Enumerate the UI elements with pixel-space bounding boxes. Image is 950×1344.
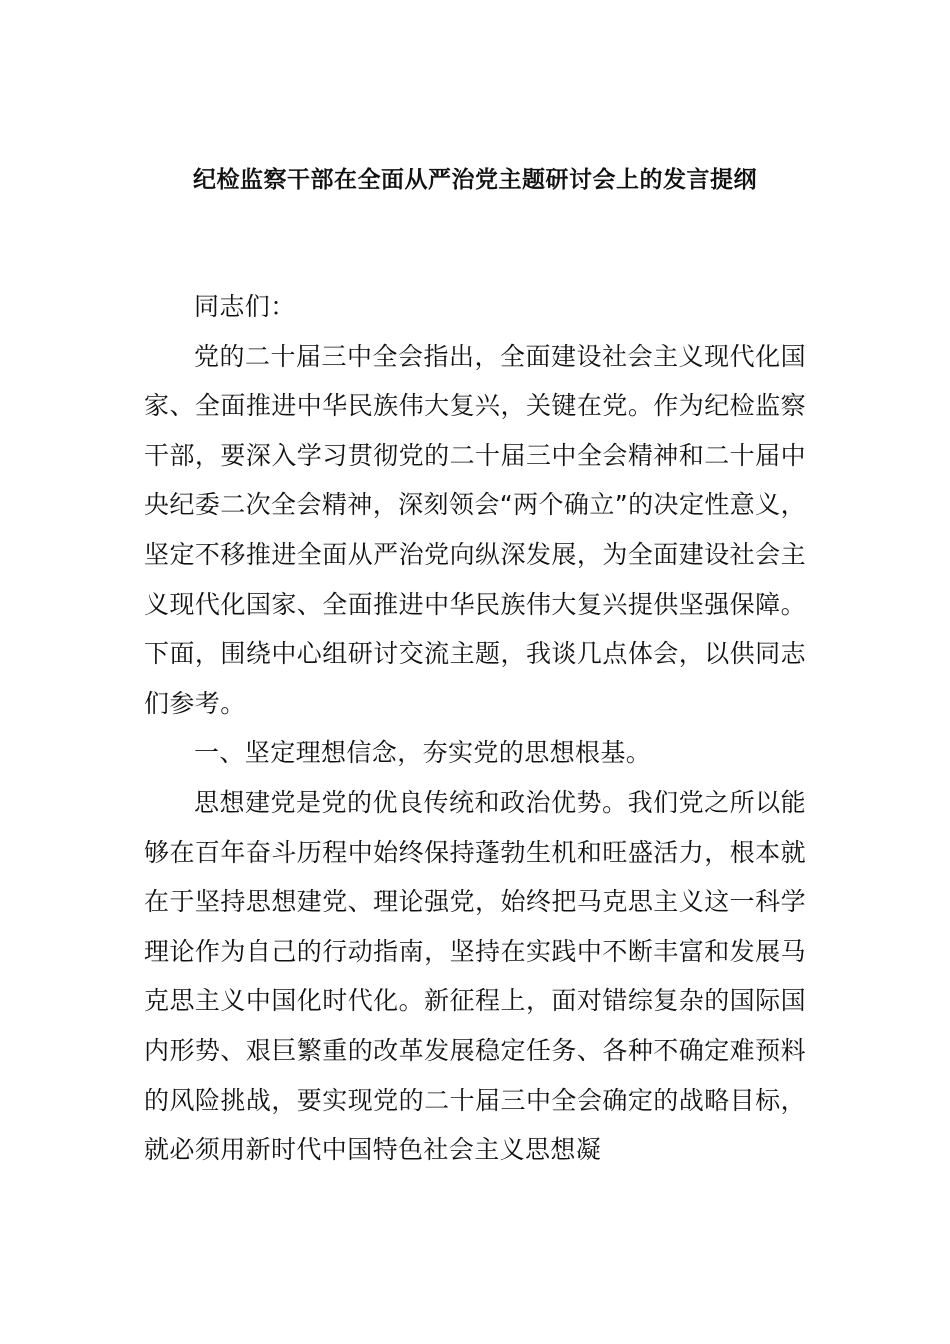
salutation-paragraph: 同志们： bbox=[194, 292, 296, 321]
body-paragraph: 思想建党是党的优良传统和政治优势。我们党之所以能够在百年奋斗历程中始终保持蓬勃生机和旺盛活力，根本就在于坚持思想建党、理论强党，始终把马克思主义这一科学理论作为自己的行动指南，坚持在实践中不断丰富和发展马克思主义中国化时代化。新征程上，面对错综复杂的国际国内形势、艰巨繁重的改革发展稳定任务、各种不确定难预料的风险挑战，要实现党的二十届三中全会确定的战略目标，就必须用新时代中国特色社会主义思想凝 bbox=[144, 787, 806, 1165]
document-body bbox=[144, 282, 806, 1175]
intro-paragraph: 党的二十届三中全会指出，全面建设社会主义现代化国家、全面推进中华民族伟大复兴，关键在党。作为纪检监察干部，要深入学习贯彻党的二十届三中全会精神和二十届中央纪委二次全会精神，深刻领会“两个确立”的决定性意义，坚定不移推进全面从严治党向纵深发展，为全面建设社会主义现代化国家、全面推进中华民族伟大复兴提供坚强保障。下面，围绕中心组研讨交流主题，我谈几点体会，以供同志们参考。 bbox=[144, 341, 806, 718]
document-title: 纪检监察干部在全面从严治党主题研讨会上的发言提纲 bbox=[193, 167, 757, 193]
section-heading-1: 一、坚定理想信念，夯实党的思想根基。 bbox=[194, 738, 652, 768]
